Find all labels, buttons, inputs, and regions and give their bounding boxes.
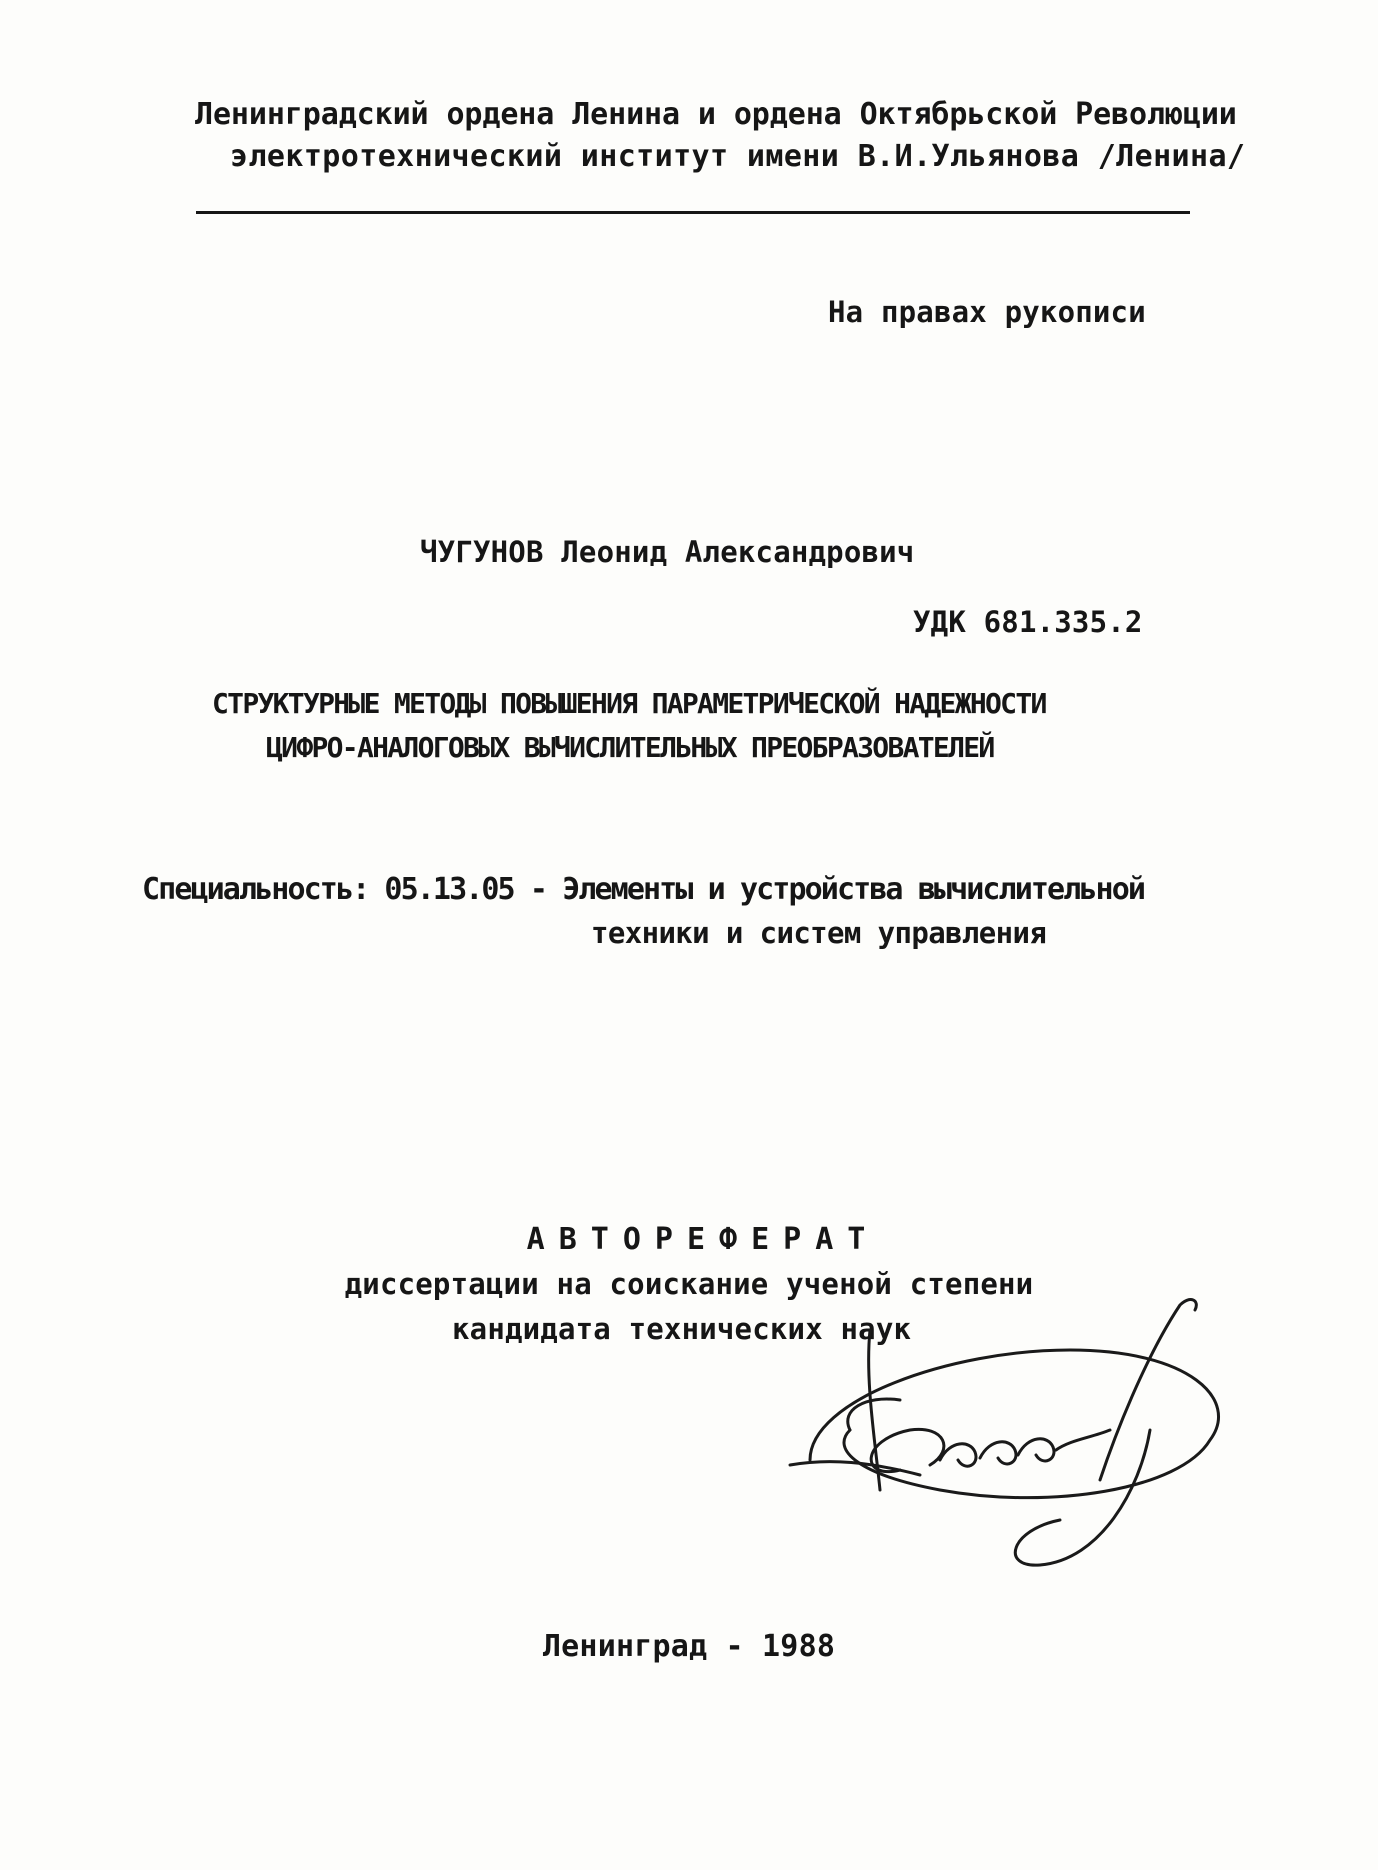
footer-place-year: Ленинград - 1988 bbox=[542, 1629, 836, 1664]
title-line-2: ЦИФРО-АНАЛОГОВЫХ ВЫЧИСЛИТЕЛЬНЫХ ПРЕОБРАЗОВАТЕЛЕЙ bbox=[266, 731, 994, 764]
abstract-heading: АВТОРЕФЕРАТ bbox=[526, 1222, 880, 1257]
specialty-line-1: Специальность: 05.13.05 - Элементы и устройства вычислительной bbox=[142, 872, 1145, 907]
author-name: ЧУГУНОВ Леонид Александрович bbox=[420, 535, 915, 569]
specialty-line-2: техники и систем управления bbox=[591, 916, 1047, 950]
abstract-line-2: кандидата технических наук bbox=[452, 1312, 912, 1346]
header-divider bbox=[196, 211, 1190, 214]
udc-code: УДК 681.335.2 bbox=[913, 605, 1143, 639]
institution-line-1: Ленинградский ордена Ленина и ордена Октябрьской Революции bbox=[195, 97, 1237, 132]
manuscript-note: На правах рукописи bbox=[828, 295, 1146, 329]
institution-line-2: электротехнический институт имени В.И.Ульянова /Ленина/ bbox=[230, 139, 1246, 174]
title-line-1: СТРУКТУРНЫЕ МЕТОДЫ ПОВЫШЕНИЯ ПАРАМЕТРИЧЕСКОЙ НАДЕЖНОСТИ bbox=[212, 687, 1046, 720]
abstract-line-1: диссертации на соискание ученой степени bbox=[344, 1267, 1034, 1301]
handwritten-signature bbox=[770, 1290, 1240, 1580]
